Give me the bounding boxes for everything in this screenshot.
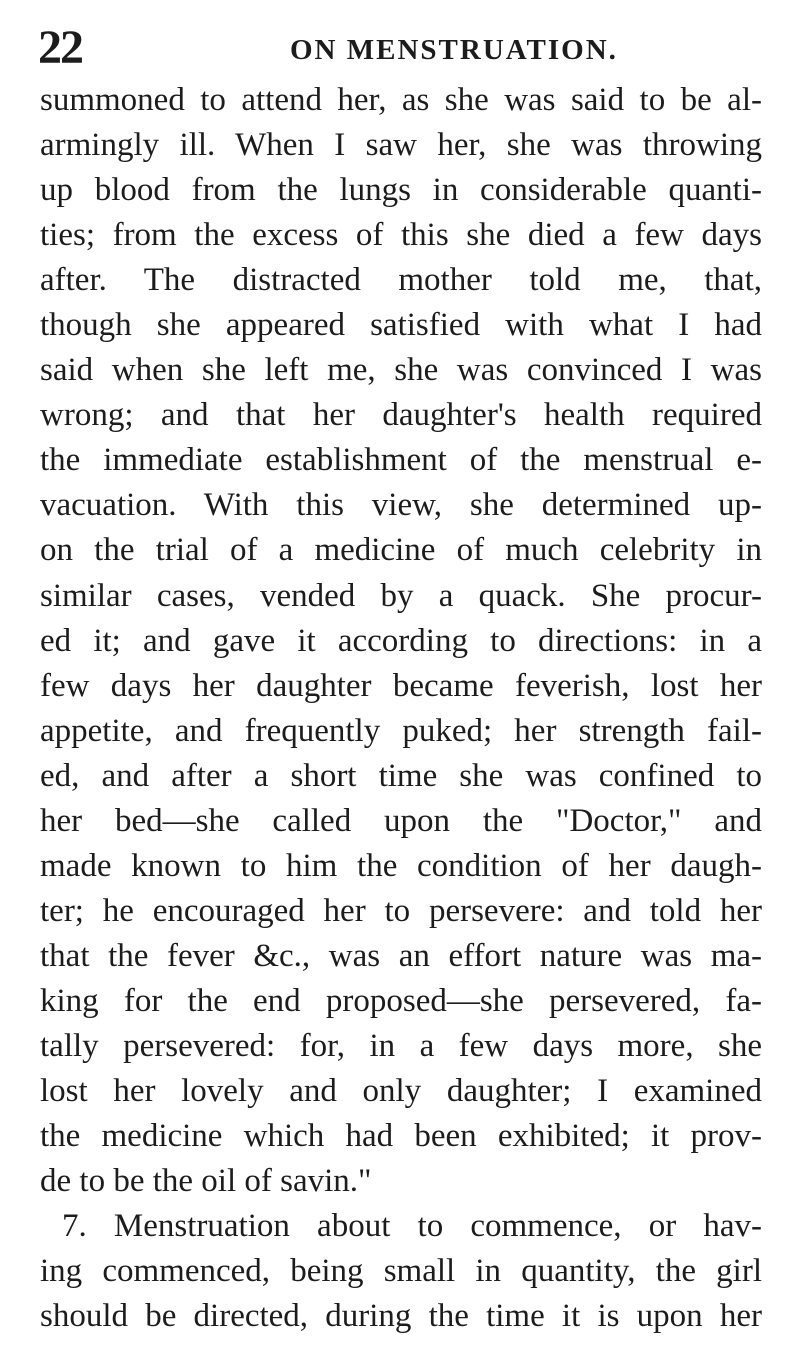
text-line: wrong; and that her daughter's health required xyxy=(40,397,762,434)
running-head: ON MENSTRUATION. xyxy=(290,34,618,66)
text-line: tally persevered: for, in a few days more, she xyxy=(40,1027,762,1064)
text-line: said when she left me, she was convinced I was xyxy=(40,352,762,389)
text-line: that the fever &c., was an effort nature was ma- xyxy=(40,937,762,974)
text-line: de to be the oil of savin." xyxy=(40,1163,372,1200)
text-line: ed it; and gave it according to directions: in a xyxy=(40,622,762,659)
text-line: king for the end proposed—she persevered, fa- xyxy=(40,982,762,1019)
text-line: lost her lovely and only daughter; I examined xyxy=(40,1073,762,1110)
numbered-paragraph-start: 7. Menstruation about to commence, or hav- xyxy=(62,1208,762,1245)
text-line: armingly ill. When I saw her, she was throwing xyxy=(40,127,762,164)
body-text xyxy=(40,78,762,1339)
text-line: the medicine which had been exhibited; it prov- xyxy=(40,1118,762,1155)
text-line: after. The distracted mother told me, that, xyxy=(40,262,762,299)
text-line: ter; he encouraged her to persevere: and told her xyxy=(40,892,762,929)
text-line: her bed—she called upon the "Doctor," and xyxy=(40,802,762,839)
page-header xyxy=(38,20,778,76)
page-number: 22 xyxy=(38,21,82,74)
text-line: vacuation. With this view, she determined up- xyxy=(40,487,762,524)
text-line: up blood from the lungs in considerable quanti- xyxy=(40,172,762,209)
text-line: though she appeared satisfied with what I had xyxy=(40,307,762,344)
text-line: should be directed, during the time it is upon her xyxy=(40,1298,762,1335)
text-line: ties; from the excess of this she died a few days xyxy=(40,217,762,254)
text-line: summoned to attend her, as she was said to be al- xyxy=(40,82,762,118)
text-line: on the trial of a medicine of much celebrity in xyxy=(40,532,762,569)
text-line: few days her daughter became feverish, lost her xyxy=(40,667,762,704)
text-line: made known to him the condition of her daugh- xyxy=(40,847,762,884)
text-line: similar cases, vended by a quack. She procur- xyxy=(40,577,762,614)
text-line: appetite, and frequently puked; her strength fail- xyxy=(40,712,762,749)
text-line: the immediate establishment of the menstrual e- xyxy=(40,442,762,479)
text-line: ing commenced, being small in quantity, the girl xyxy=(40,1253,762,1290)
text-line: ed, and after a short time she was confined to xyxy=(40,757,762,794)
